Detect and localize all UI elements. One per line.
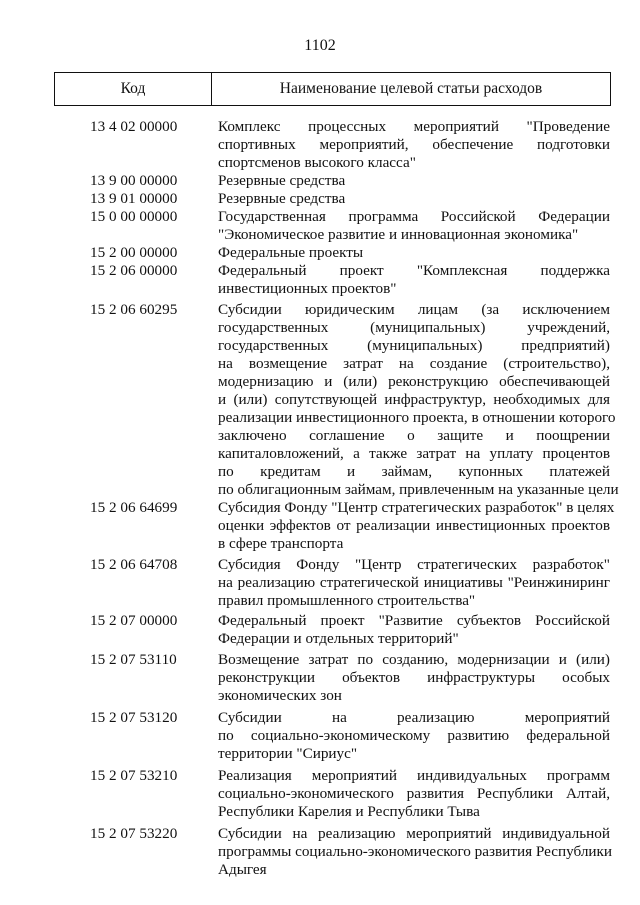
row-description [218, 301, 619, 499]
row-description [218, 262, 610, 298]
description-line: Субсидия Фонду "Центр стратегических разработок" [218, 556, 610, 573]
description-line: Субсидии на реализацию мероприятий [218, 709, 610, 726]
description-line: территории "Сириус" [218, 745, 358, 762]
description-line: Резервные средства [218, 172, 346, 189]
description-line: заключено соглашение о защите и поощрении [218, 427, 610, 444]
row-code: 15 2 07 00000 [90, 612, 178, 629]
description-line: правил промышленного строительства" [218, 592, 476, 609]
table-row [0, 612, 640, 648]
description-line: и (или) сопутствующей инфраструктур, необходимых для [218, 391, 610, 408]
description-line: Федеральные проекты [218, 244, 364, 261]
description-line: капиталовложений, а также затрат на уплату процентов [218, 445, 610, 462]
description-line: спортсменов высокого класса" [218, 154, 416, 171]
table-row [0, 499, 640, 553]
description-line: государственных (муниципальных) предприятий) [218, 337, 610, 354]
page-number: 1102 [304, 37, 336, 54]
table-row [0, 262, 640, 298]
description-line: модернизацию и (или) реконструкцию обеспечивающей [218, 373, 610, 390]
description-line: Возмещение затрат по созданию, модернизации и (или) [218, 651, 610, 668]
row-description [218, 118, 610, 172]
description-line: Федеральный проект "Комплексная поддержка [218, 262, 610, 279]
description-line: на реализацию стратегической инициативы "Реинжиниринг [218, 574, 610, 591]
description-line: Государственная программа Российской Федерации [218, 208, 610, 225]
description-line: программы социально-экономического развития Республики [218, 843, 613, 860]
table-header [54, 72, 611, 106]
table-row [0, 208, 640, 244]
table-row [0, 709, 640, 763]
row-description [218, 190, 610, 208]
row-code: 13 9 01 00000 [90, 190, 178, 207]
row-description [218, 172, 610, 190]
description-line: Субсидии юридическим лицам (за исключением [218, 301, 610, 318]
row-code: 15 2 06 00000 [90, 262, 178, 279]
row-code: 15 2 00 00000 [90, 244, 178, 261]
description-line: оценки эффектов от реализации инвестиционных проектов [218, 517, 610, 534]
description-line: реализации инвестиционного проекта, в отношении которого [218, 409, 616, 426]
row-code: 13 9 00 00000 [90, 172, 178, 189]
description-line: Резервные средства [218, 190, 346, 207]
description-line: Субсидии на реализацию мероприятий индивидуальной [218, 825, 610, 842]
table-row [0, 767, 640, 821]
description-line: инвестиционных проектов" [218, 280, 397, 297]
description-line: по облигационным займам, привлеченным на указанные цели [218, 481, 619, 498]
description-line: спортивных мероприятий, обеспечение подготовки [218, 136, 610, 153]
row-code: 15 2 06 64699 [90, 499, 178, 516]
description-line: Адыгея [218, 861, 267, 878]
column-header-code: Код [55, 73, 212, 105]
row-code: 15 2 06 64708 [90, 556, 178, 573]
row-description [218, 825, 613, 879]
description-line: Федерации и отдельных территорий" [218, 630, 459, 647]
description-line: в сфере транспорта [218, 535, 344, 552]
table-row [0, 190, 640, 208]
column-header-name: Наименование целевой статьи расходов [279, 80, 543, 97]
table-row [0, 244, 640, 262]
description-line: Республики Карелия и Республики Тыва [218, 803, 480, 820]
description-line: "Экономическое развитие и инновационная экономика" [218, 226, 579, 243]
table-body [0, 118, 640, 879]
description-line: реконструкции объектов инфраструктуры особых [218, 669, 610, 686]
row-code: 15 2 07 53120 [90, 709, 178, 726]
description-line: по социально-экономическому развитию федеральной [218, 727, 610, 744]
row-description [218, 244, 610, 262]
row-code: 15 2 06 60295 [90, 301, 178, 318]
row-code: 15 2 07 53220 [90, 825, 178, 842]
table-row [0, 172, 640, 190]
row-code: 13 4 02 00000 [90, 118, 178, 135]
description-line: Субсидия Фонду "Центр стратегических разработок" в целях [218, 499, 615, 516]
row-description [218, 556, 610, 610]
description-line: государственных (муниципальных) учреждений, [218, 319, 610, 336]
description-line: Комплекс процессных мероприятий "Проведение [218, 118, 610, 135]
table-row [0, 301, 640, 499]
table-row [0, 556, 640, 610]
row-code: 15 2 07 53210 [90, 767, 178, 784]
row-description [218, 499, 615, 553]
row-description [218, 208, 610, 244]
description-line: социально-экономического развития Республики Алтай, [218, 785, 610, 802]
row-description [218, 651, 610, 705]
table-row [0, 825, 640, 879]
row-description [218, 767, 610, 821]
description-line: Федеральный проект "Развитие субъектов Российской [218, 612, 610, 629]
row-code: 15 2 07 53110 [90, 651, 177, 668]
table-row [0, 118, 640, 172]
row-code: 15 0 00 00000 [90, 208, 178, 225]
row-description [218, 612, 610, 648]
table-row [0, 651, 640, 705]
description-line: Реализация мероприятий индивидуальных программ [218, 767, 610, 784]
description-line: экономических зон [218, 687, 342, 704]
description-line: на возмещение затрат на создание (строительство), [218, 355, 610, 372]
row-description [218, 709, 610, 763]
description-line: по кредитам и займам, купонных платежей [218, 463, 610, 480]
